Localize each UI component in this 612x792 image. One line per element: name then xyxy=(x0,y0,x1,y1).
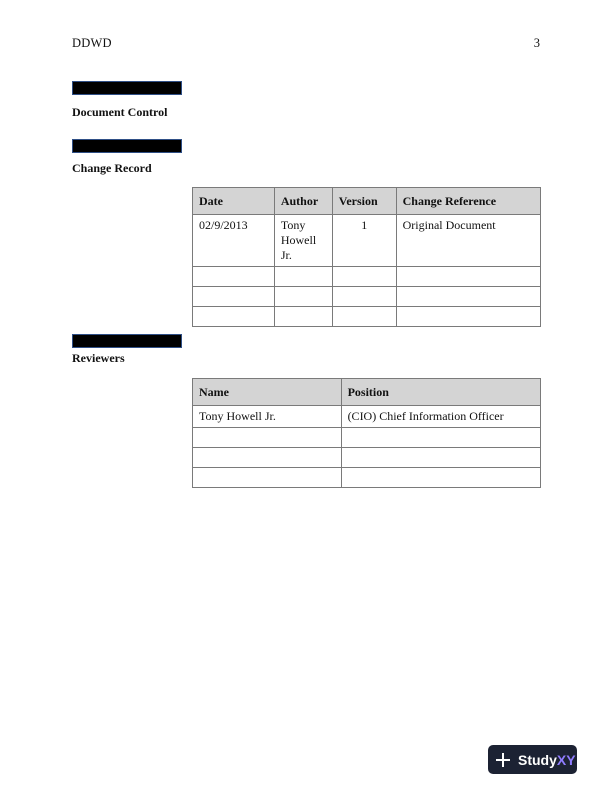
empty-cell xyxy=(193,267,275,287)
empty-cell xyxy=(274,267,332,287)
empty-cell xyxy=(193,448,342,468)
cell-author: Tony Howell Jr. xyxy=(274,215,332,267)
studyxy-watermark-badge[interactable] xyxy=(488,745,577,774)
table-row xyxy=(193,448,541,468)
table-row xyxy=(193,428,541,448)
column-header-name: Name xyxy=(193,379,342,406)
empty-cell xyxy=(341,428,540,448)
table-row xyxy=(193,287,541,307)
table-row xyxy=(193,307,541,327)
empty-cell xyxy=(193,428,342,448)
empty-cell xyxy=(396,287,540,307)
column-header-date: Date xyxy=(193,188,275,215)
cell-version: 1 xyxy=(332,215,396,267)
reviewers-table xyxy=(192,378,541,488)
empty-cell xyxy=(341,468,540,488)
table-row xyxy=(193,267,541,287)
cell-name: Tony Howell Jr. xyxy=(193,406,342,428)
cell-change-reference: Original Document xyxy=(396,215,540,267)
brand-accent-text: XY xyxy=(556,751,576,768)
empty-cell xyxy=(396,267,540,287)
empty-cell xyxy=(193,287,275,307)
table-header-row xyxy=(193,379,541,406)
running-header: DDWD xyxy=(72,36,112,50)
change-record-table xyxy=(192,187,541,327)
empty-cell xyxy=(341,448,540,468)
document-control-heading: Document Control xyxy=(72,105,168,119)
reviewers-heading: Reviewers xyxy=(72,351,125,365)
table-row xyxy=(193,215,541,267)
change-record-heading: Change Record xyxy=(72,161,152,175)
empty-cell xyxy=(274,307,332,327)
page-number: 3 xyxy=(533,36,540,50)
plus-icon xyxy=(495,752,511,768)
column-header-author: Author xyxy=(274,188,332,215)
brand-text: Study xyxy=(518,751,557,768)
empty-cell xyxy=(396,307,540,327)
redacted-heading-bar xyxy=(72,139,182,153)
cell-position: (CIO) Chief Information Officer xyxy=(341,406,540,428)
redacted-heading-bar xyxy=(72,81,182,95)
table-row xyxy=(193,406,541,428)
table-header-row xyxy=(193,188,541,215)
column-header-version: Version xyxy=(332,188,396,215)
table-row xyxy=(193,468,541,488)
empty-cell xyxy=(332,287,396,307)
redacted-heading-bar xyxy=(72,334,182,348)
empty-cell xyxy=(332,267,396,287)
column-header-change-reference: Change Reference xyxy=(396,188,540,215)
empty-cell xyxy=(274,287,332,307)
empty-cell xyxy=(332,307,396,327)
column-header-position: Position xyxy=(341,379,540,406)
empty-cell xyxy=(193,307,275,327)
empty-cell xyxy=(193,468,342,488)
cell-date: 02/9/2013 xyxy=(193,215,275,267)
